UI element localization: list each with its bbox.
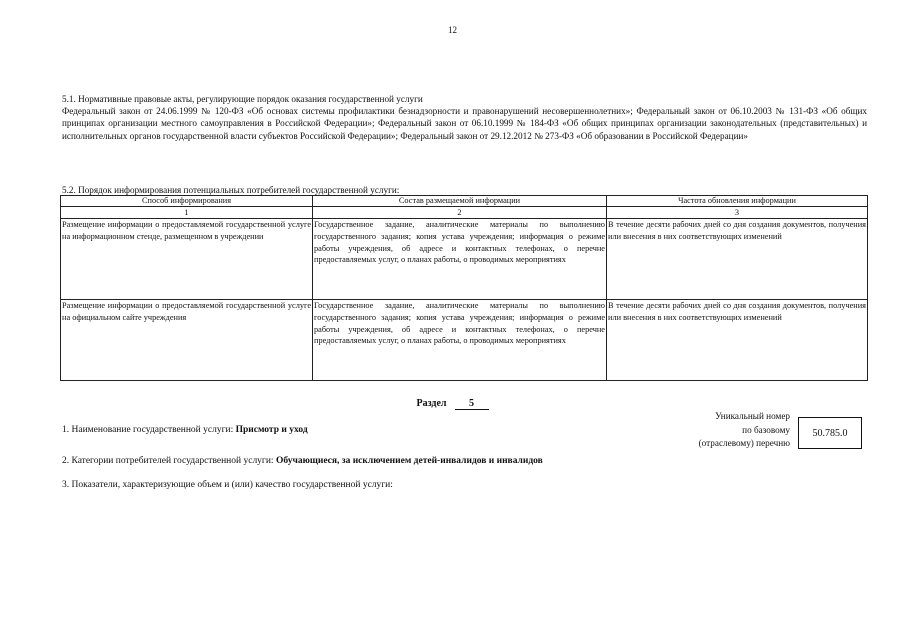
table-number-row [61,207,868,219]
frequency-cell: В течение десяти рабочих дней со дня создания документов, получения или внесения в них соответствующих изменений [607,219,868,300]
categories-line [62,456,543,466]
unique-number-label-line: по базовому [742,424,790,435]
content-cell: Государственное задание, аналитические материалы по выполнению государственного задания; копия устава учреждения; информация о режиме работы учреждения, об адресе и контактных телефонах, о перечне предоставляемых услуг, о планах работы, о проводимых мероприятиях [313,300,607,381]
unique-number-label-line: Уникальный номер [715,411,790,421]
method-cell: Размещение информации о предоставляемой государственной услуге на официальном сайте учреждения [61,300,313,381]
table-row [61,219,868,300]
categories-value: Обучающиеся, за исключением детей-инвалидов и инвалидов [275,456,543,466]
unique-number-label [655,410,790,451]
service-name-line [62,425,308,435]
column-number: 2 [313,207,607,219]
column-number: 3 [607,207,868,219]
column-header: Частота обновления информации [607,196,868,207]
frequency-cell: В течение десяти рабочих дней со дня создания документов, получения или внесения в них соответствующих изменений [607,300,868,381]
table-header-row [61,196,868,207]
section-5-1-heading: 5.1. Нормативные правовые акты, регулирующие порядок оказания государственной услуги [62,94,423,104]
information-table [60,195,868,381]
service-name-value: Присмотр и уход [235,425,308,435]
unique-number-value: 50.785.0 [798,417,862,449]
section-5-1-text: Федеральный закон от 24.06.1999 № 120-ФЗ «Об основах системы профилактики безнадзорности и правонарушений несовершеннолетних»; Федеральный закон от 06.10.2003 № 131-ФЗ «Об общих принципах организации местного самоуправления в Российской Федерации»; Федеральный закон от 06.10.1999 № 184-ФЗ «Об общих принципах организации законодательных (представительных) и исполнительных органов государственной власти субъектов Российской Федерации»; Федеральный закон от 29.12.2012 № 273-ФЗ «Об образовании в Российской Федерации» [62,106,867,141]
service-name-label: 1. Наименование государственной услуги: [62,425,236,435]
column-header: Способ информирования [61,196,313,207]
table-row [61,300,868,381]
section-5-2-heading: 5.2. Порядок информирования потенциальных потребителей государственной услуги: [62,185,400,195]
indicators-line: 3. Показатели, характеризующие объем и (или) качество государственной услуги: [62,480,393,490]
page-number: 12 [448,25,457,35]
section-number: 5 [455,398,489,410]
categories-label: 2. Категории потребителей государственной услуги: [62,456,276,466]
column-header: Состав размещаемой информации [313,196,607,207]
section-label: Раздел [416,398,447,409]
section-title [0,398,905,410]
content-cell: Государственное задание, аналитические материалы по выполнению государственного задания; копия устава учреждения; информация о режиме работы учреждения, об адресе и контактных телефонах, о перечне предоставляемых услуг, о планах работы, о проводимых мероприятиях [313,219,607,300]
method-cell: Размещение информации о предоставляемой государственной услуге на информационном стенде, размещенном в учреждении [61,219,313,300]
column-number: 1 [61,207,313,219]
unique-number-label-line: (отраслевому) перечню [698,438,790,448]
